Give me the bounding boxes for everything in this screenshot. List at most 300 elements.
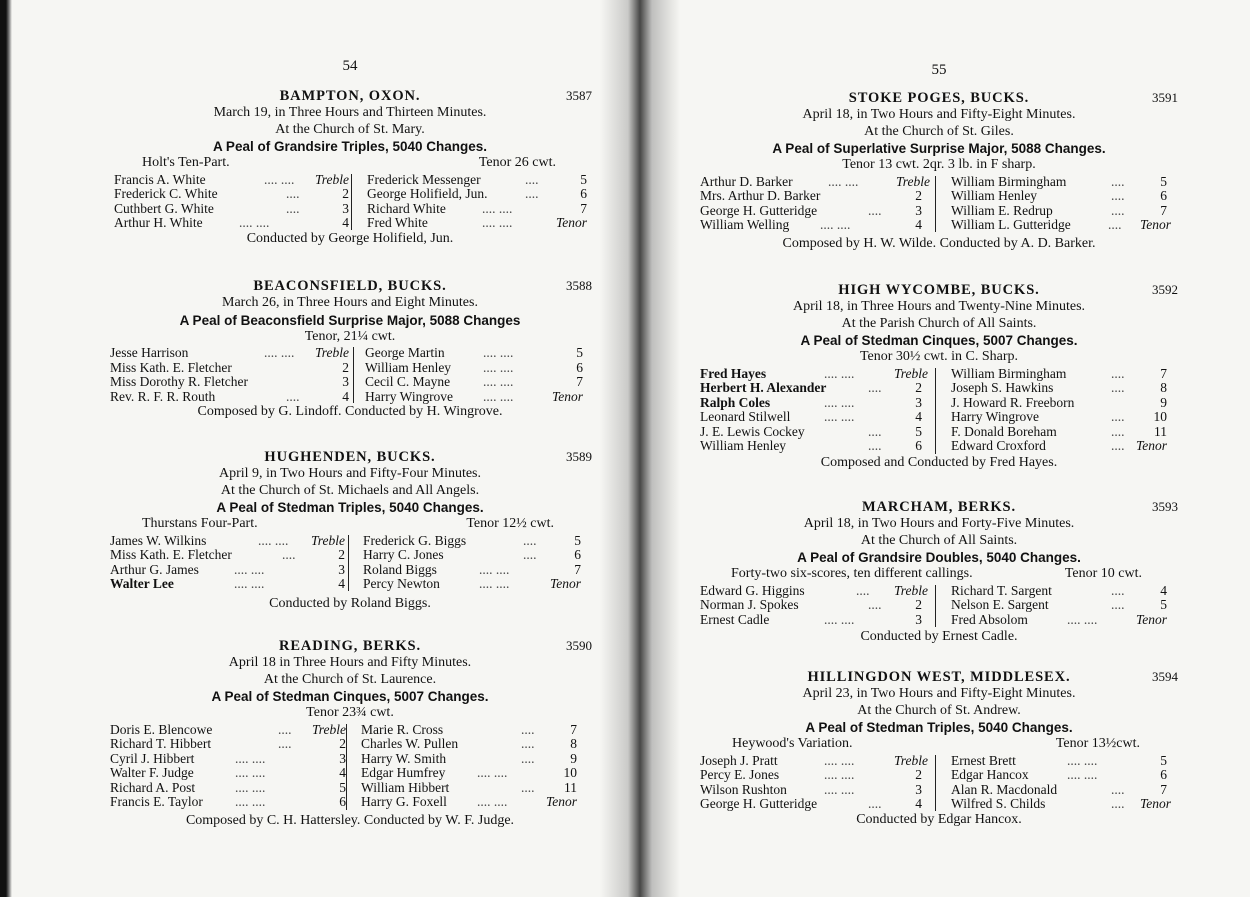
bell-number: 6	[576, 359, 583, 375]
leader-dots: ....	[282, 547, 296, 562]
ringer-row	[700, 613, 935, 628]
peal-header	[700, 89, 1178, 107]
ringer-name: Miss Kath. E. Fletcher	[110, 359, 232, 375]
ringer-row	[363, 548, 585, 563]
bell-number: 3	[915, 394, 922, 410]
leader-dots: .... ....	[234, 561, 265, 577]
ringer-row	[700, 175, 935, 190]
leader-dots: ....	[868, 380, 882, 395]
ringer-name: Nelson E. Sargent	[951, 597, 1049, 612]
leader-dots: ....	[525, 171, 539, 187]
bell-number: Tenor	[555, 215, 587, 230]
peal-composition	[108, 516, 592, 533]
leader-dots: .... ....	[235, 765, 266, 780]
bell-number: 5	[1160, 173, 1167, 189]
ringers-column-right	[367, 173, 587, 231]
ringers-column-left	[110, 723, 350, 810]
leader-dots: ....	[521, 750, 535, 766]
leader-dots: ....	[1111, 781, 1125, 797]
ringer-row	[110, 766, 350, 781]
ringer-row	[114, 202, 349, 217]
bell-number: Tenor	[1135, 611, 1167, 627]
leader-dots: .... ....	[482, 200, 513, 216]
ringer-name: William Hibbert	[361, 779, 450, 795]
leader-dots: .... ....	[264, 171, 295, 187]
peal-conductor: Composed by H. W. Wilde. Conducted by A. D. Barker.	[782, 235, 1096, 251]
column-divider	[935, 176, 936, 232]
tenor-weight: Tenor 13 cwt. 2qr. 3 lb. in F sharp.	[842, 157, 1036, 172]
bell-number: Tenor	[549, 576, 581, 591]
ringer-row	[365, 390, 587, 405]
ringers-table	[108, 346, 592, 404]
ringer-name: Mrs. Arthur D. Barker	[700, 188, 821, 203]
peal-record	[700, 498, 1178, 645]
ringer-row	[951, 768, 1176, 783]
ringer-name: Harry Wingrove	[951, 409, 1040, 424]
column-divider	[353, 347, 354, 403]
bell-number: Treble	[895, 173, 930, 189]
ringer-name: Wilfred S. Childs	[951, 796, 1046, 811]
ringer-row	[361, 766, 586, 781]
bell-number: Treble	[314, 171, 349, 187]
leader-dots: .... ....	[824, 767, 855, 782]
ringer-name: Arthur H. White	[114, 215, 203, 230]
leader-dots: .... ....	[1067, 752, 1098, 768]
ringers-column-left	[110, 346, 350, 404]
ringer-row	[363, 534, 585, 549]
leader-dots: .... ....	[479, 561, 510, 577]
ringer-name: Edward Croxford	[951, 438, 1046, 453]
tenor-weight: Tenor 10 cwt.	[1064, 566, 1142, 581]
bell-number: 10	[1153, 409, 1167, 424]
ringer-name: Joseph S. Hawkins	[951, 380, 1054, 395]
bell-number: 6	[1160, 767, 1167, 782]
peal-record	[108, 637, 592, 829]
ringer-row	[700, 783, 935, 798]
peal-header	[108, 277, 592, 295]
leader-dots: .... ....	[235, 794, 266, 809]
bell-number: 7	[1160, 202, 1167, 218]
ringer-row	[110, 737, 350, 752]
peal-record	[700, 668, 1178, 828]
ringer-row	[700, 204, 935, 219]
bell-number: 11	[1154, 423, 1167, 439]
peal-place: BAMPTON, OXON.	[279, 88, 421, 104]
leader-dots: .... ....	[824, 752, 855, 768]
ringer-name: Charles W. Pullen	[361, 736, 459, 751]
page-right	[700, 0, 1178, 897]
ringers-table	[700, 175, 1178, 233]
bell-number: 2	[342, 359, 349, 375]
ringer-name: Edward G. Higgins	[700, 582, 805, 598]
ringer-name: Arthur D. Barker	[700, 173, 793, 189]
peal-date: March 19, in Three Hours and Thirteen Minutes.	[213, 105, 487, 120]
ringer-name: Frederick C. White	[114, 186, 218, 201]
leader-dots: .... ....	[235, 750, 266, 766]
bell-number: 4	[339, 765, 346, 780]
book-gutter	[600, 0, 680, 897]
bell-number: Tenor	[1135, 438, 1167, 453]
ringer-row	[951, 439, 1176, 454]
bell-number: 2	[915, 188, 922, 203]
ringer-row	[700, 410, 935, 425]
bell-number: 2	[338, 547, 345, 562]
ringer-row	[700, 189, 935, 204]
peal-date: April 18, in Two Hours and Fifty-Eight Minutes.	[802, 107, 1076, 122]
ringer-row	[110, 563, 350, 578]
ringer-row	[114, 173, 349, 188]
ringer-row	[367, 173, 587, 188]
peal-number: 3590	[566, 638, 592, 653]
ringer-name: Richard T. Hibbert	[110, 736, 212, 751]
bell-number: Tenor	[545, 794, 577, 809]
leader-dots: ....	[521, 736, 535, 751]
peal-conductor: Conducted by Roland Biggs.	[269, 595, 431, 611]
ringer-row	[951, 598, 1176, 613]
ringer-row	[363, 577, 585, 592]
bell-number: Tenor	[551, 388, 583, 404]
column-divider	[935, 585, 936, 627]
leader-dots: ....	[1111, 582, 1125, 598]
tenor-weight: Tenor 30½ cwt. in C. Sharp.	[859, 349, 1019, 364]
ringer-name: Leonard Stilwell	[700, 409, 791, 424]
leader-dots: ....	[1111, 796, 1125, 811]
peal-title: A Peal of Beaconsfield Surprise Major, 5088 Changes	[179, 312, 521, 328]
peal-record	[700, 89, 1178, 252]
ringers-column-left	[700, 175, 935, 233]
bell-number: 5	[1160, 597, 1167, 612]
peal-church: At the Church of All Saints.	[860, 532, 1018, 548]
peal-church: At the Church of St. Laurence.	[263, 671, 437, 687]
ringers-column-left	[700, 367, 935, 454]
ringer-row	[367, 202, 587, 217]
bell-number: Treble	[310, 532, 345, 548]
column-divider	[348, 535, 349, 591]
ringer-name: Rev. R. F. R. Routh	[110, 388, 216, 404]
peal-conductor: Composed and Conducted by Fred Hayes.	[820, 454, 1058, 470]
ringer-row	[951, 584, 1176, 599]
ringers-table	[700, 754, 1178, 812]
ringer-name: Walter F. Judge	[110, 765, 194, 780]
ringer-row	[700, 381, 935, 396]
leader-dots: .... ....	[483, 359, 514, 375]
ringer-row	[361, 723, 586, 738]
peal-conductor: Composed by G. Lindoff. Conducted by H. Wingrove.	[197, 404, 503, 419]
bell-number: 5	[574, 532, 581, 548]
page-number: 55	[931, 62, 947, 78]
ringer-name: Francis A. White	[114, 171, 206, 187]
leader-dots: .... ....	[824, 394, 855, 410]
ringer-name: J. Howard R. Freeborn	[951, 394, 1075, 410]
peal-number: 3588	[566, 278, 592, 293]
ringers-table	[108, 534, 592, 592]
peal-place: BEACONSFIELD, BUCKS.	[253, 278, 447, 294]
peal-church: At the Parish Church of All Saints.	[841, 315, 1037, 331]
ringer-name: Herbert H. Alexander	[700, 380, 827, 395]
bell-number: 3	[338, 561, 345, 577]
peal-place: HIGH WYCOMBE, BUCKS.	[838, 282, 1040, 298]
ringer-row	[114, 187, 349, 202]
ringer-name: Miss Dorothy R. Fletcher	[110, 374, 248, 389]
ringer-name: George H. Gutteridge	[700, 202, 818, 218]
ringer-name: Percy Newton	[363, 576, 440, 591]
peal-title: A Peal of Stedman Triples, 5040 Changes.	[216, 500, 484, 515]
ringer-name: Harry C. Jones	[363, 547, 444, 562]
bell-number: 6	[915, 438, 922, 453]
peal-place: READING, BERKS.	[278, 638, 421, 654]
ringer-name: William E. Redrup	[951, 202, 1053, 218]
ringer-row	[700, 367, 935, 382]
bell-number: 4	[915, 217, 922, 232]
ringer-name: Richard T. Sargent	[951, 582, 1052, 598]
bell-number: 6	[580, 186, 587, 201]
peal-place: MARCHAM, BERKS.	[861, 499, 1017, 515]
bell-number: 8	[1160, 380, 1167, 395]
ringer-name: Norman J. Spokes	[700, 597, 799, 612]
ringer-row	[951, 204, 1176, 219]
composition-note: Heywood's Variation.	[732, 736, 853, 751]
ringers-table	[700, 584, 1178, 628]
bell-number: 4	[915, 409, 922, 424]
leader-dots: .... ....	[824, 781, 855, 797]
bell-number: 10	[563, 765, 577, 780]
ringer-name: Ernest Brett	[951, 752, 1016, 768]
column-divider	[346, 724, 347, 810]
leader-dots: ....	[1108, 217, 1122, 232]
leader-dots: ....	[868, 796, 882, 811]
bell-number: Treble	[311, 721, 346, 737]
peal-composition	[108, 155, 592, 172]
leader-dots: ....	[1111, 380, 1125, 395]
ringers-column-right	[363, 534, 585, 592]
leader-dots: ....	[1111, 365, 1125, 381]
ringer-row	[700, 425, 935, 440]
ringer-row	[951, 425, 1176, 440]
bell-number: 7	[574, 561, 581, 577]
tenor-weight: Tenor, 21¼ cwt.	[304, 328, 396, 344]
leader-dots: ....	[868, 438, 882, 453]
peal-number: 3592	[1152, 282, 1178, 297]
bell-number: 5	[339, 779, 346, 795]
ringer-name: Jesse Harrison	[110, 345, 189, 360]
peal-record	[108, 87, 592, 247]
ringer-name: Ernest Cadle	[700, 611, 770, 627]
ringers-table	[700, 367, 1178, 455]
ringer-row	[951, 754, 1176, 769]
peal-record	[700, 281, 1178, 471]
ringer-row	[700, 439, 935, 454]
peal-title: A Peal of Superlative Surprise Major, 5088 Changes.	[772, 141, 1106, 156]
bell-number: 7	[1160, 365, 1167, 381]
ringer-name: William Henley	[365, 359, 452, 375]
ringer-row	[367, 216, 587, 231]
bell-number: 3	[342, 200, 349, 216]
ringer-name: George H. Gutteridge	[700, 796, 818, 811]
ringers-table	[108, 173, 592, 231]
peal-title: A Peal of Grandsire Doubles, 5040 Changes.	[797, 550, 1081, 565]
ringer-name: William Henley	[951, 188, 1038, 203]
peal-church: At the Church of St. Mary.	[275, 121, 425, 137]
ringers-column-left	[700, 584, 935, 628]
leader-dots: ....	[1111, 202, 1125, 218]
peal-title: A Peal of Grandsire Triples, 5040 Changes.	[212, 139, 488, 154]
tenor-weight: Tenor 26 cwt.	[478, 155, 556, 170]
ringers-column-right	[951, 367, 1176, 454]
ringer-name: James W. Wilkins	[110, 532, 207, 548]
ringer-row	[951, 410, 1176, 425]
leader-dots: .... ....	[483, 374, 514, 389]
ringer-name: William Birmingham	[951, 365, 1067, 381]
composition-note: Forty-two six-scores, ten different callings.	[731, 566, 973, 581]
bell-number: 7	[580, 200, 587, 216]
ringer-name: William Birmingham	[951, 173, 1067, 189]
ringer-name: George Martin	[365, 345, 445, 360]
peal-header	[108, 87, 592, 105]
leader-dots: ....	[1111, 188, 1125, 203]
ringer-row	[700, 768, 935, 783]
leader-dots: .... ....	[828, 173, 859, 189]
bell-number: 4	[342, 388, 349, 404]
ringer-row	[365, 361, 587, 376]
ringer-row	[951, 797, 1176, 812]
leader-dots: .... ....	[258, 532, 289, 548]
tenor-weight: Tenor 23¾ cwt.	[306, 705, 394, 720]
ringer-name: Harry G. Foxell	[361, 794, 447, 809]
leader-dots: ....	[278, 736, 292, 751]
ringer-name: Cuthbert G. White	[114, 200, 214, 216]
ringer-row	[361, 795, 586, 810]
tenor-weight: Tenor 13½cwt.	[1055, 736, 1140, 751]
peal-church: At the Church of St. Andrew.	[857, 702, 1021, 718]
peal-date: April 9, in Two Hours and Fifty-Four Minutes.	[218, 466, 482, 481]
page-left	[108, 0, 592, 897]
peal-church: At the Church of St. Michaels and All Angels.	[220, 482, 480, 498]
ringers-column-right	[951, 584, 1176, 628]
leader-dots: .... ....	[483, 388, 514, 404]
leader-dots: ....	[856, 582, 870, 598]
bell-number: 2	[342, 186, 349, 201]
ringer-row	[110, 577, 350, 592]
leader-dots: ....	[521, 779, 535, 795]
bell-number: 3	[342, 374, 349, 389]
composition-note: Thurstans Four-Part.	[142, 516, 258, 531]
peal-header	[700, 281, 1178, 299]
ringer-name: Wilson Rushton	[700, 781, 787, 797]
bell-number: Tenor	[1139, 796, 1171, 811]
leader-dots: .... ....	[824, 409, 855, 424]
page-number: 54	[342, 58, 358, 74]
leader-dots: ....	[1111, 423, 1125, 439]
ringer-row	[365, 346, 587, 361]
leader-dots: .... ....	[239, 215, 270, 230]
leader-dots: ....	[868, 202, 882, 218]
ringer-row	[110, 534, 350, 549]
ringer-row	[110, 346, 350, 361]
bell-number: 2	[915, 767, 922, 782]
ringer-name: William Welling	[700, 217, 790, 232]
ringer-row	[110, 548, 350, 563]
bell-number: 4	[915, 796, 922, 811]
leader-dots: ....	[521, 721, 535, 737]
bell-number: 11	[564, 779, 577, 795]
peal-title: A Peal of Stedman Cinques, 5007 Changes.	[800, 333, 1078, 348]
ringer-name: Miss Kath. E. Fletcher	[110, 547, 232, 562]
ringer-name: Alan R. Macdonald	[951, 781, 1058, 797]
ringer-row	[700, 754, 935, 769]
ringer-name: Harry W. Smith	[361, 750, 447, 766]
bell-number: 2	[915, 380, 922, 395]
ringer-name: William L. Gutteridge	[951, 217, 1071, 232]
ringer-name: Frederick Messenger	[367, 171, 481, 187]
peal-date: April 18, in Two Hours and Forty-Five Minutes.	[803, 516, 1075, 531]
leader-dots: .... ....	[477, 794, 508, 809]
ringer-name: J. E. Lewis Cockey	[700, 423, 805, 439]
bell-number: 3	[915, 611, 922, 627]
ringers-column-left	[114, 173, 349, 231]
ringer-name: Ralph Coles	[700, 394, 771, 410]
ringer-name: Doris E. Blencowe	[110, 721, 213, 737]
bell-number: 5	[580, 171, 587, 187]
peal-composition	[700, 566, 1178, 583]
ringers-table	[108, 723, 592, 811]
ringer-name: Frederick G. Biggs	[363, 532, 467, 548]
peal-conductor: Conducted by George Holifield, Jun.	[246, 230, 454, 246]
bell-number: 5	[915, 423, 922, 439]
ringer-name: Edgar Humfrey	[361, 765, 446, 780]
leader-dots: ....	[286, 186, 300, 201]
ringer-row	[700, 584, 935, 599]
ringer-name: Joseph J. Pratt	[700, 752, 778, 768]
leader-dots: ....	[286, 388, 300, 404]
bell-number: 5	[1160, 752, 1167, 768]
ringer-row	[361, 737, 586, 752]
leader-dots: ....	[1111, 409, 1125, 424]
ringers-column-right	[365, 346, 587, 404]
leader-dots: .... ....	[479, 576, 510, 591]
ringer-row	[951, 175, 1176, 190]
leader-dots: ....	[525, 186, 539, 201]
ringer-name: Cyril J. Hibbert	[110, 750, 195, 766]
bell-number: 8	[570, 736, 577, 751]
leader-dots: .... ....	[234, 576, 265, 591]
ringer-row	[110, 361, 350, 376]
leader-dots: .... ....	[824, 611, 855, 627]
book-edge	[0, 0, 12, 897]
leader-dots: .... ....	[235, 779, 266, 795]
ringer-row	[700, 218, 935, 233]
ringer-row	[700, 396, 935, 411]
leader-dots: .... ....	[824, 365, 855, 381]
ringer-row	[110, 390, 350, 405]
column-divider	[351, 174, 352, 230]
ringer-row	[951, 613, 1176, 628]
ringers-column-right	[951, 175, 1176, 233]
bell-number: 6	[339, 794, 346, 809]
ringer-row	[110, 795, 350, 810]
peal-record	[108, 448, 592, 612]
ringer-name: Richard White	[367, 200, 446, 216]
bell-number: 3	[339, 750, 346, 766]
ringer-row	[110, 781, 350, 796]
ringer-row	[951, 367, 1176, 382]
ringer-row	[951, 218, 1176, 233]
ringers-column-left	[110, 534, 350, 592]
ringer-row	[951, 783, 1176, 798]
bell-number: 7	[570, 721, 577, 737]
bell-number: Tenor	[1139, 217, 1171, 232]
ringer-row	[361, 752, 586, 767]
ringer-name: Marie R. Cross	[361, 721, 444, 737]
